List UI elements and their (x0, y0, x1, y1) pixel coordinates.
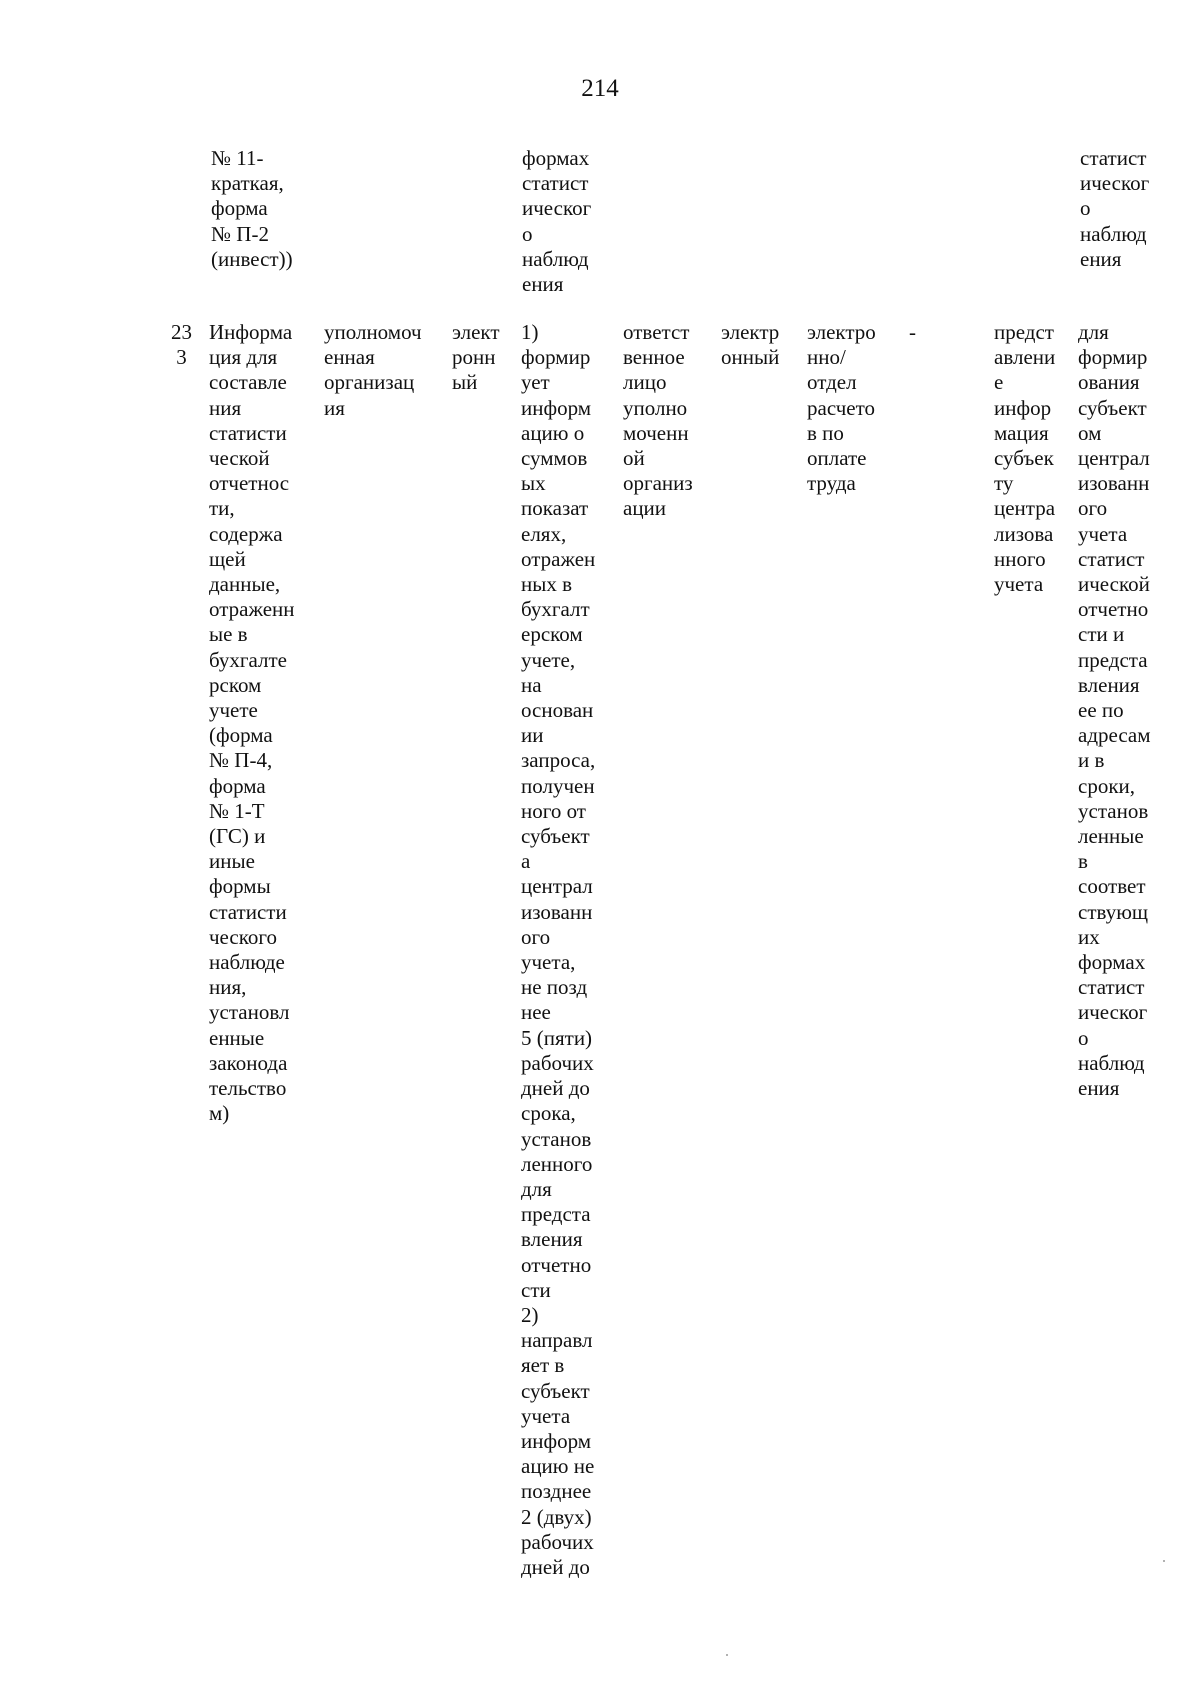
continued-procedure-cell: формах статист ическог о наблюд ения (522, 146, 592, 297)
row-name-cell: Информа ция для составле ния статисти ческой отчетнос ти, содержа щей данные, отраженн ые в бухгалте рском учете (форма № П-4, форма № 1-Т (ГС) и иные формы статисти ческого наблюде ния, установл енные законода тельство м) (209, 320, 295, 1126)
row-provider-cell: уполномоч енная организац ия (324, 320, 422, 420)
row-exchange-form-cell: электр онный (721, 320, 780, 370)
row-number-cell: 23 3 (171, 320, 192, 370)
row-form-cell: элект ронн ый (452, 320, 500, 395)
continued-purpose-cell: статист ическог о наблюд ения (1080, 146, 1150, 271)
continued-name-cell: № 11- краткая, форма № П-2 (инвест)) (211, 146, 293, 271)
row-recipient-cell: электро нно/ отдел расчето в по оплате труда (807, 320, 876, 496)
scan-speck (726, 1654, 728, 1656)
scan-speck (1163, 1560, 1165, 1562)
row-procedure-cell: 1) формир ует информ ацию о суммов ых показат елях, отражен ных в бухгалт ерском учете, на основан ии запроса, получен ного от субъект а централ изованн ого учета, не позд нее 5 (пяти) рабочих дней до срока, установ ленного для предста вления отчетно сти 2) направл яет в субъект учета информ ацию не позднее 2 (двух) рабочих дней до (521, 320, 596, 1579)
row-result-cell: предст авлени е инфор мация субъек ту центра лизова нного учета (994, 320, 1056, 597)
page-number: 214 (581, 75, 619, 102)
row-dash-cell: - (909, 320, 916, 344)
row-responsible-cell: ответст венное лицо уполно моченн ой организ ации (623, 320, 693, 521)
row-purpose-cell: для формир ования субъект ом централ изованн ого учета статист ической отчетно сти и предста вления ее по адресам и в сроки, установ ленные в соответ ствующ их формах статист ическог о наблюд ения (1078, 320, 1151, 1101)
